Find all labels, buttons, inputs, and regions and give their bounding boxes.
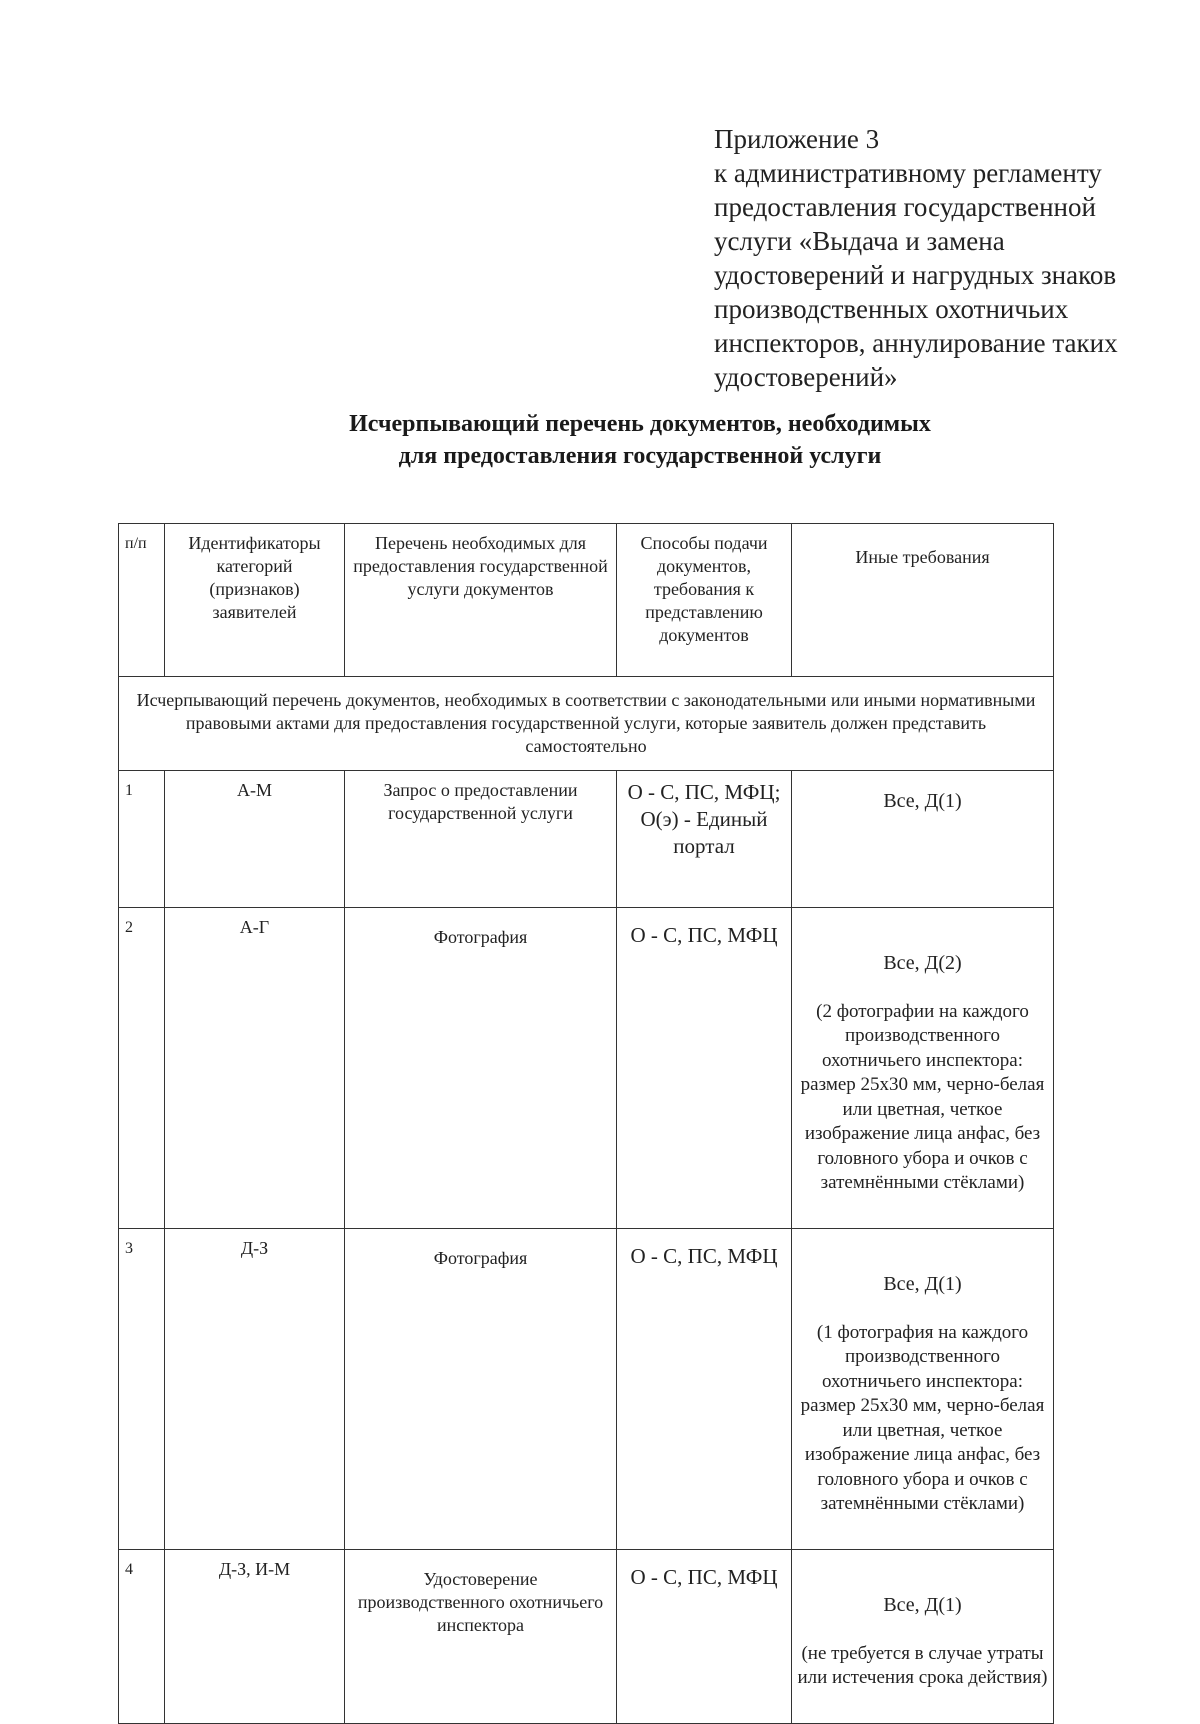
table-row [119, 771, 1054, 908]
header-methods: Способы подачи документов, требования к представлению документов [617, 524, 792, 677]
row-method: О - С, ПС, МФЦ [617, 1550, 792, 1724]
row-method: О - С, ПС, МФЦ [617, 908, 792, 1229]
appendix-block [714, 122, 1154, 394]
appendix-line: удостоверений и нагрудных знаков [714, 260, 1117, 290]
section-caption: Исчерпывающий перечень документов, необходимых в соответствии с законодательными или иными нормативными правовыми актами для предоставления государственной услуги, которые заявитель должен представить самостоятельно [119, 677, 1054, 771]
row-method: О - С, ПС, МФЦ [617, 1229, 792, 1550]
row-num: 1 [119, 771, 165, 908]
row-identifiers: Д-З [165, 1229, 345, 1550]
row-method: О - С, ПС, МФЦ; О(э) - Единый портал [617, 771, 792, 908]
document-title [160, 408, 1120, 472]
row-document: Удостоверение производственного охотничьего инспектора [345, 1550, 617, 1724]
header-documents: Перечень необходимых для предоставления государственной услуги документов [345, 524, 617, 677]
row-document: Фотография [345, 908, 617, 1229]
row-num: 2 [119, 908, 165, 1229]
appendix-line: производственных охотничьих [714, 294, 1069, 324]
document-title-line: Исчерпывающий перечень документов, необходимых [349, 411, 931, 437]
row-identifiers: А-М [165, 771, 345, 908]
header-identifiers: Идентификаторы категорий (признаков) заявителей [165, 524, 345, 677]
table-row [119, 908, 1054, 1229]
row-num: 3 [119, 1229, 165, 1550]
header-num: п/п [119, 524, 165, 677]
table-header-row [119, 524, 1054, 677]
appendix-line: инспекторов, аннулирование таких [714, 328, 1118, 358]
document-title-line: для предоставления государственной услуги [398, 443, 882, 469]
row-requirements [792, 908, 1054, 1229]
header-other: Иные требования [792, 524, 1054, 677]
section-row [119, 677, 1054, 771]
appendix-line: Приложение 3 [714, 124, 880, 154]
requirement-note: (не требуется в случае утраты или истечения срока действия) [797, 1642, 1048, 1688]
table-row [119, 1229, 1054, 1550]
row-identifiers: А-Г [165, 908, 345, 1229]
appendix-line: к административному регламенту [714, 158, 1102, 188]
requirement-main: Все, Д(1) [883, 1593, 962, 1616]
requirement-main: Все, Д(2) [883, 951, 962, 974]
row-identifiers: Д-З, И-М [165, 1550, 345, 1724]
appendix-line: удостоверений» [714, 362, 898, 392]
row-requirements [792, 1550, 1054, 1724]
row-document: Запрос о предоставлении государственной услуги [345, 771, 617, 908]
requirement-note: (2 фотографии на каждого производственного охотничьего инспектора: размер 25x30 мм, черно-белая или цветная, четкое изображение лица анфас, без головного убора и очков с затемнёнными стёклами) [800, 1000, 1045, 1193]
table-row [119, 1550, 1054, 1724]
requirement-main: Все, Д(1) [883, 790, 962, 812]
row-requirements [792, 771, 1054, 908]
row-requirements [792, 1229, 1054, 1550]
appendix-line: предоставления государственной [714, 192, 1096, 222]
requirement-main: Все, Д(1) [883, 1272, 962, 1295]
documents-table [118, 523, 1054, 1724]
appendix-line: услуги «Выдача и замена [714, 226, 1005, 256]
requirement-note: (1 фотография на каждого производственного охотничьего инспектора: размер 25x30 мм, черно-белая или цветная, четкое изображение лица анфас, без головного убора и очков с затемнёнными стёклами) [800, 1321, 1045, 1514]
row-document: Фотография [345, 1229, 617, 1550]
row-num: 4 [119, 1550, 165, 1724]
